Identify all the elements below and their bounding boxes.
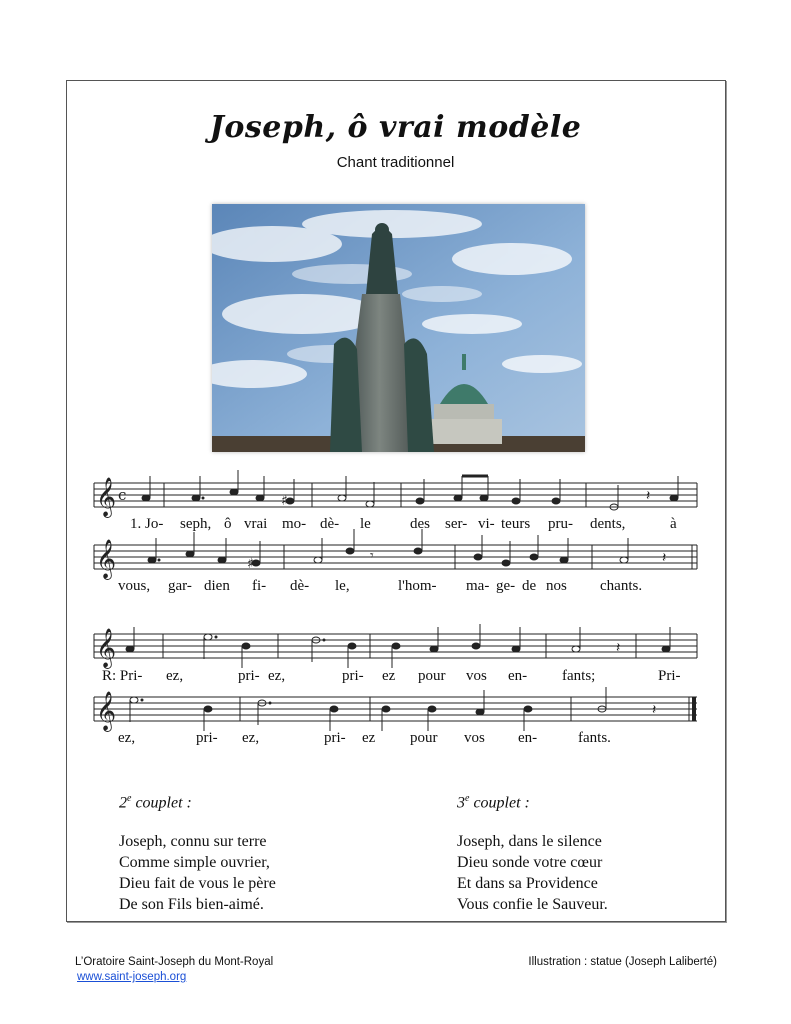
lyric-syllable: ez [362,730,376,746]
lyric-syllable: vos [464,730,485,746]
lyric-syllable: pour [418,668,446,684]
lyric-syllable: fi- [252,578,267,594]
verse-3 [457,788,608,915]
lyric-syllable: dien [204,578,230,594]
lyric-syllable: vi- [478,516,495,532]
verse-3-heading: 3e couplet : [457,793,530,812]
lyric-syllable: pri- [238,668,260,684]
verse-line: Comme simple ouvrier, [119,854,270,872]
lyric-syllable: ge- [496,578,516,594]
lyric-syllable: gar- [168,578,192,594]
verse-2-heading: 2e couplet : [119,793,192,812]
lyric-syllable: fants; [562,668,596,684]
lyric-syllable: de [522,578,537,594]
footer-org: L’Oratoire Saint-Joseph du Mont-Royal [75,956,274,968]
lyric-syllable: ô [224,516,232,532]
lyric-syllable: ma- [466,578,490,594]
song-title: Joseph, ô vrai modèle [209,110,582,145]
svg-text:𝄞: 𝄞 [96,477,117,517]
lyric-syllable: en- [518,730,538,746]
svg-text:𝄞: 𝄞 [96,539,117,579]
svg-text:𝄽: 𝄽 [646,488,651,504]
verse-line: Joseph, connu sur terre [119,833,267,851]
footer-left [75,956,273,983]
lyric-syllable: chants. [600,578,643,594]
verse-line: De son Fils bien-aimé. [119,896,264,914]
svg-text:𝄽: 𝄽 [616,640,621,656]
lyric-syllable: ez, [118,730,136,746]
lyric-syllable: l'hom- [398,578,437,594]
lyric-syllable: pri- [342,668,364,684]
svg-text:𝄞: 𝄞 [96,628,117,668]
staff-1 [94,483,697,507]
lyric-syllable: le, [335,578,350,594]
lyric-syllable: vos [466,668,487,684]
lyric-syllable: R: Pri- [102,668,143,684]
lyric-syllable: ser- [445,516,468,532]
svg-text:𝄽: 𝄽 [652,702,657,718]
svg-text:c: c [118,486,127,504]
lyric-syllable: fants. [578,730,611,746]
lyric-syllable: pri- [324,730,346,746]
lyric-syllable: à [670,516,677,532]
lyric-syllable: mo- [282,516,307,532]
verse-line: Joseph, dans le silence [457,833,602,851]
lyric-syllable: pri- [196,730,218,746]
lyric-syllable: pour [410,730,438,746]
footer-credit: Illustration : statue (Joseph Laliberté) [528,956,717,968]
lyric-syllable: en- [508,668,528,684]
lyric-syllable: des [410,516,430,532]
verse-line: Et dans sa Providence [457,875,598,893]
staff-2 [94,545,697,569]
verse-line: Vous confie le Sauveur. [457,896,608,914]
lyric-syllable: dè- [290,578,310,594]
verse-line: Dieu fait de vous le père [119,875,276,893]
lyric-syllable: ez, [166,668,184,684]
verse-line: Dieu sonde votre cœur [457,854,603,872]
lyric-syllable: 1. Jo- [130,516,164,532]
lyric-syllable: ez, [242,730,260,746]
svg-text:𝄽: 𝄽 [662,550,667,566]
verse-2 [119,788,276,915]
lyric-syllable: nos [546,578,567,594]
lyric-syllable: dè- [320,516,340,532]
svg-text:♯: ♯ [247,556,254,572]
lyric-syllable: seph, [180,516,212,532]
svg-text:𝄞: 𝄞 [96,691,117,731]
lyric-syllable: vrai [244,516,268,532]
svg-text:♯: ♯ [281,493,288,509]
footer-url-link[interactable]: www.saint-joseph.org [77,971,187,983]
staff-4 [94,697,697,721]
lyric-syllable: dents, [590,516,626,532]
lyric-syllable: le [360,516,371,532]
lyric-syllable: vous, [118,578,151,594]
svg-text:𝄾: 𝄾 [370,548,374,564]
lyric-syllable: teurs [501,516,531,532]
song-subtitle: Chant traditionnel [336,154,455,171]
lyric-syllable: Pri- [658,668,681,684]
lyric-syllable: pru- [548,516,573,532]
lyric-syllable: ez [382,668,396,684]
lyric-syllable: ez, [268,668,286,684]
